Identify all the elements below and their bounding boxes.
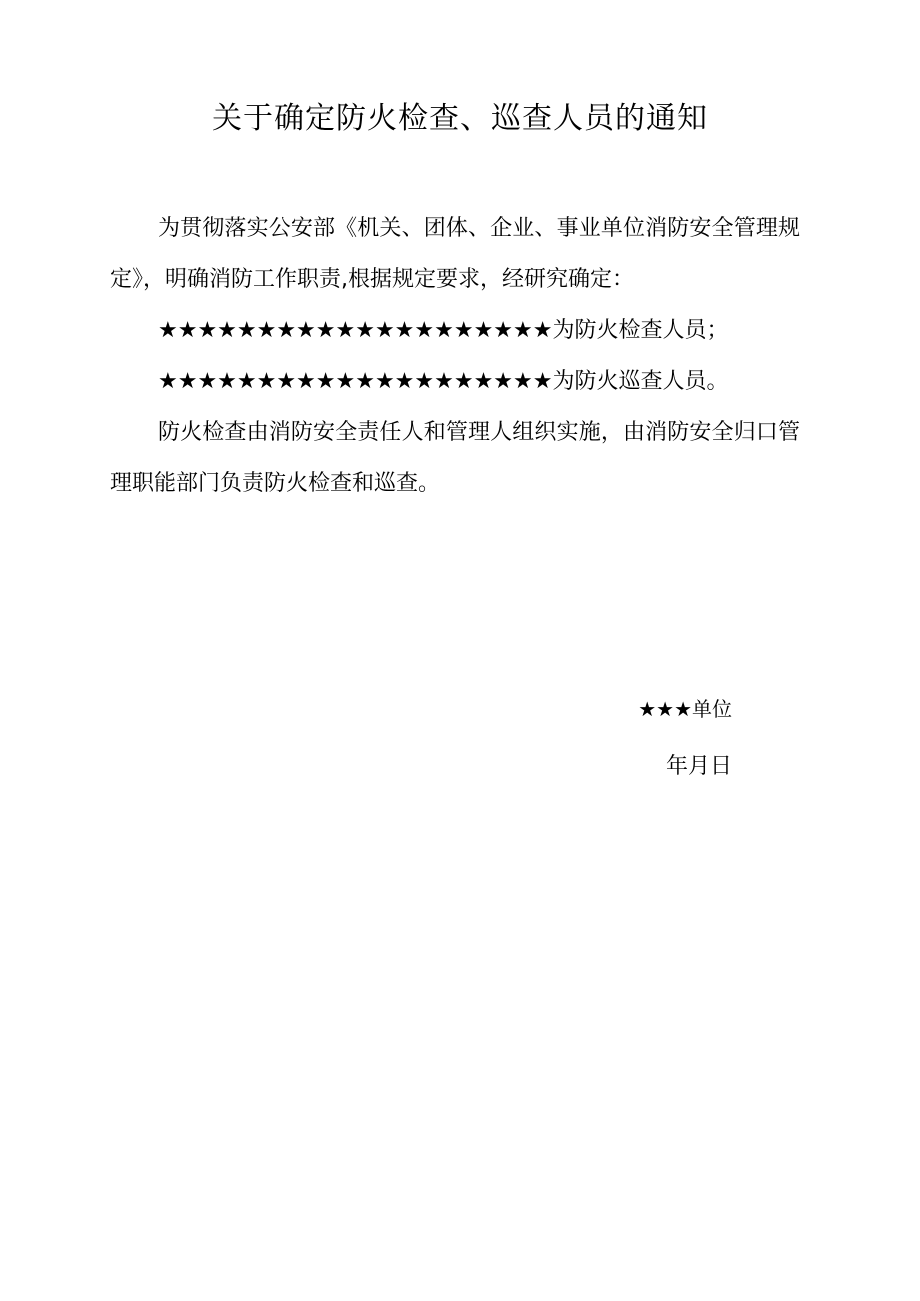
implementation-paragraph: 防火检查由消防安全责任人和管理人组织实施，由消防安全归口管理职能部门负责防火检查和巡查。 [110, 420, 800, 496]
patrol-personnel-line: ★★★★★★★★★★★★★★★★★★★★为防火巡查人员。 [158, 369, 729, 394]
document-title: 关于确定防火检查、巡查人员的通知 [212, 101, 708, 136]
document-body [110, 203, 800, 509]
intro-paragraph: 为贯彻落实公安部《机关、团体、企业、事业单位消防安全管理规定》，明确消防工作职责,根据规定要求，经研究确定： [110, 216, 800, 292]
issue-date: 年月日 [665, 754, 732, 779]
issuing-unit-signature: ★★★单位 [638, 697, 732, 721]
inspection-personnel-line: ★★★★★★★★★★★★★★★★★★★★为防火检查人员； [158, 318, 729, 343]
